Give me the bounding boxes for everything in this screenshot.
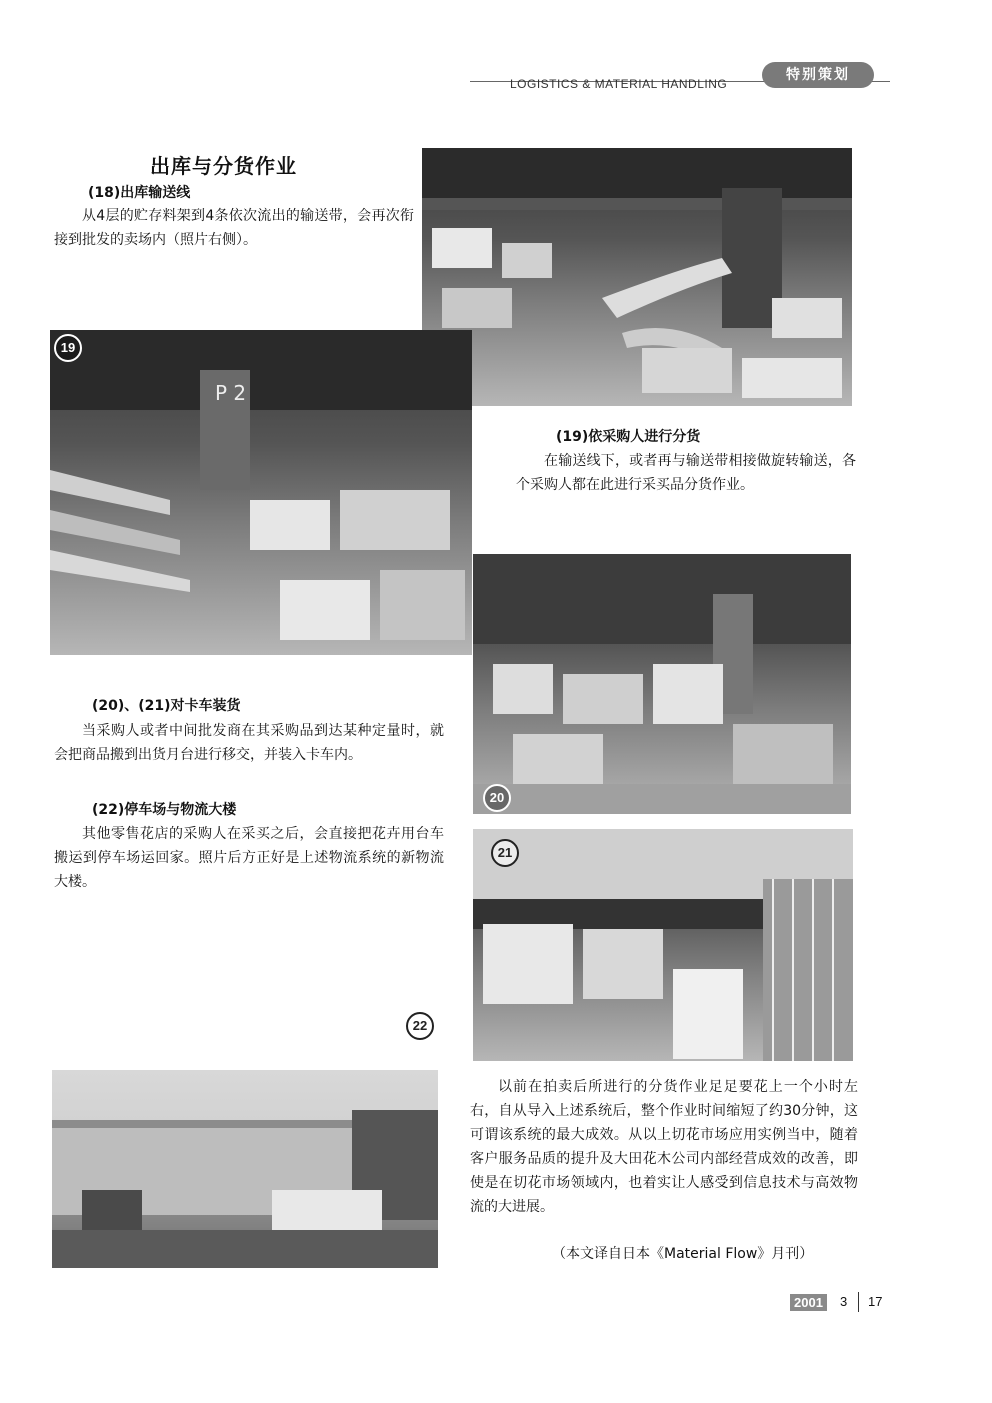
section-badge: 特别策划 [762,62,874,88]
photo-18-conveyor [422,148,852,406]
photo-22-number: 22 [406,1012,434,1040]
heading-20-21: (20)、(21)对卡车装货 [92,698,241,714]
footer-issue: 3 [840,1294,848,1309]
photo-20-loading-dock [473,554,851,814]
body-20-21: 当采购人或者中间批发商在其采购品到达某种定量时，就会把商品搬到出货月台进行移交，并装入卡车内。 [54,723,444,763]
summary-text: 以前在拍卖后所进行的分货作业足足要花上一个小时左右，自从导入上述系统后，整个作业时间缩短了约30分钟，这可谓该系统的最大成效。从以上切花市场应用实例当中，随着客户服务品质的提升及大田花木公司内部经营成效的改善，即使是在切花市场领域内，也着实让人感受到信息技术与高效物流的大进展。 [470,1079,858,1215]
body-18: 从4层的贮存料架到4条依次流出的输送带，会再次衔接到批发的卖场内（照片右侧）。 [54,208,414,248]
header-text: LOGISTICS & MATERIAL HANDLING [510,77,728,91]
photo-21-scene [473,829,853,1061]
footer-year: 2001 [790,1294,827,1311]
heading-19: (19)依采购人进行分货 [556,429,701,445]
photo-19-sorting [50,330,472,655]
heading-22: (22)停车场与物流大楼 [92,802,237,818]
photo-19-scene [50,330,472,655]
photo-21-number: 21 [491,839,519,867]
body-19: 在输送线下，或者再与输送带相接做旋转输送，各个采购人都在此进行采买品分货作业。 [516,453,856,493]
photo-20-scene [473,554,851,814]
source-note: （本文译自日本《Material Flow》月刊） [552,1246,814,1262]
photo-18-scene [422,148,852,406]
photo-20-number: 20 [483,784,511,812]
photo-19-number: 19 [54,334,82,362]
page-number: 17 [868,1294,883,1309]
body-22: 其他零售花店的采购人在采买之后，会直接把花卉用台车搬运到停车场运回家。照片后方正好是上述物流系统的新物流大楼。 [54,826,444,890]
section-title: 出库与分货作业 [150,154,297,178]
photo-21-truck-loading [473,829,853,1061]
photo-19-sign: P 2 [215,381,247,405]
photo-22-logistics-building [52,1070,438,1268]
photo-22-scene [52,1070,438,1268]
footer-separator [858,1292,859,1312]
heading-18: (18)出库输送线 [88,185,191,201]
